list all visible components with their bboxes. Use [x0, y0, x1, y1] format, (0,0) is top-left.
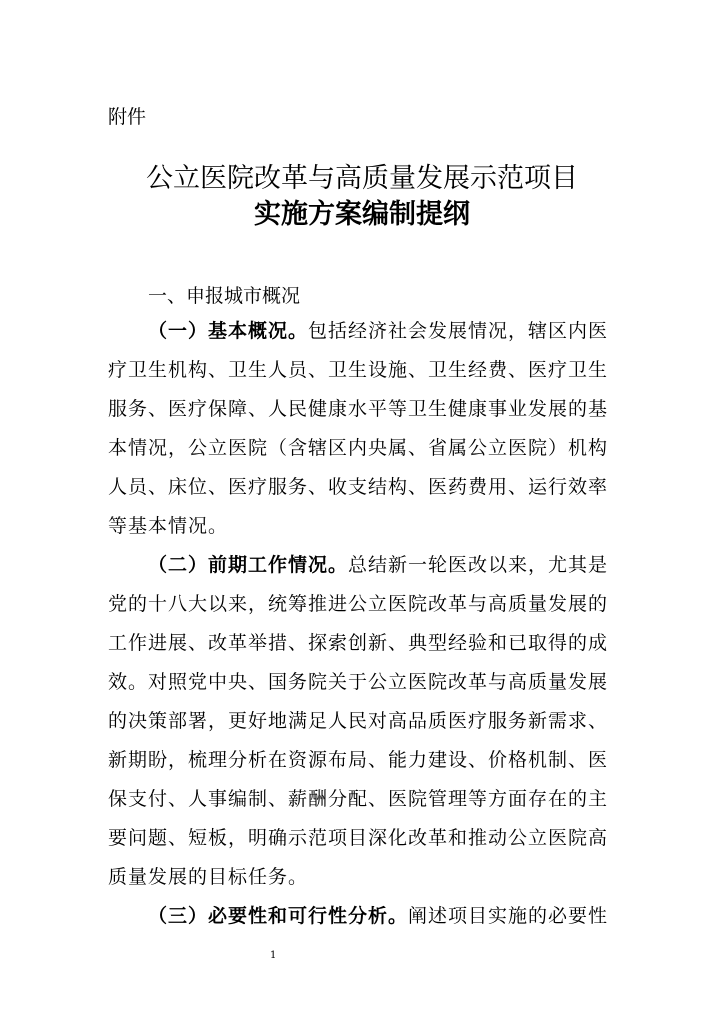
paragraph-1-line-1	[148, 318, 608, 344]
paragraph-3-heading: （三）必要性和可行性分析。	[148, 905, 409, 927]
paragraph-1-line: 等基本情况。	[108, 515, 229, 537]
attachment-label: 附件	[108, 106, 147, 128]
paragraph-1-text: 包括经济社会发展情况，辖区内医	[308, 320, 609, 342]
paragraph-2-line: 工作进展、改革举措、探索创新、典型经验和已取得的成	[108, 632, 609, 654]
paragraph-3-line-1	[148, 903, 608, 929]
paragraph-1-line: 疗卫生机构、卫生人员、卫生设施、卫生经费、医疗卫生	[108, 359, 609, 381]
paragraph-2-text: 总结新一轮医改以来，尤其是	[348, 554, 609, 576]
paragraph-1-line: 本情况，公立医院（含辖区内央属、省属公立医院）机构	[108, 437, 609, 459]
paragraph-2-line: 党的十八大以来，统筹推进公立医院改革与高质量发展的	[108, 593, 609, 615]
paragraph-1-heading: （一）基本概况。	[148, 320, 309, 342]
section-heading: 一、申报城市概况	[148, 285, 301, 307]
paragraph-3-text: 阐述项目实施的必要性	[408, 905, 609, 927]
paragraph-2-line: 保支付、人事编制、薪酬分配、医院管理等方面存在的主	[108, 788, 609, 810]
document-title-line-2: 实施方案编制提纲	[254, 199, 470, 230]
paragraph-2-heading: （二）前期工作情况。	[148, 554, 349, 576]
paragraph-2-line: 的决策部署，更好地满足人民对高品质医疗服务新需求、	[108, 710, 609, 732]
page-number: 1	[270, 950, 277, 961]
paragraph-2-line: 要问题、短板，明确示范项目深化改革和推动公立医院高	[108, 827, 609, 849]
paragraph-1-line: 人员、床位、医疗服务、收支结构、医药费用、运行效率	[108, 476, 609, 498]
paragraph-2-line: 新期盼，梳理分析在资源布局、能力建设、价格机制、医	[108, 749, 609, 771]
paragraph-2-line: 效。对照党中央、国务院关于公立医院改革与高质量发展	[108, 671, 609, 693]
paragraph-2-line-1	[148, 552, 608, 578]
paragraph-2-line: 质量发展的目标任务。	[108, 866, 309, 888]
paragraph-1-line: 服务、医疗保障、人民健康水平等卫生健康事业发展的基	[108, 398, 609, 420]
document-title-line-1: 公立医院改革与高质量发展示范项目	[146, 163, 578, 194]
